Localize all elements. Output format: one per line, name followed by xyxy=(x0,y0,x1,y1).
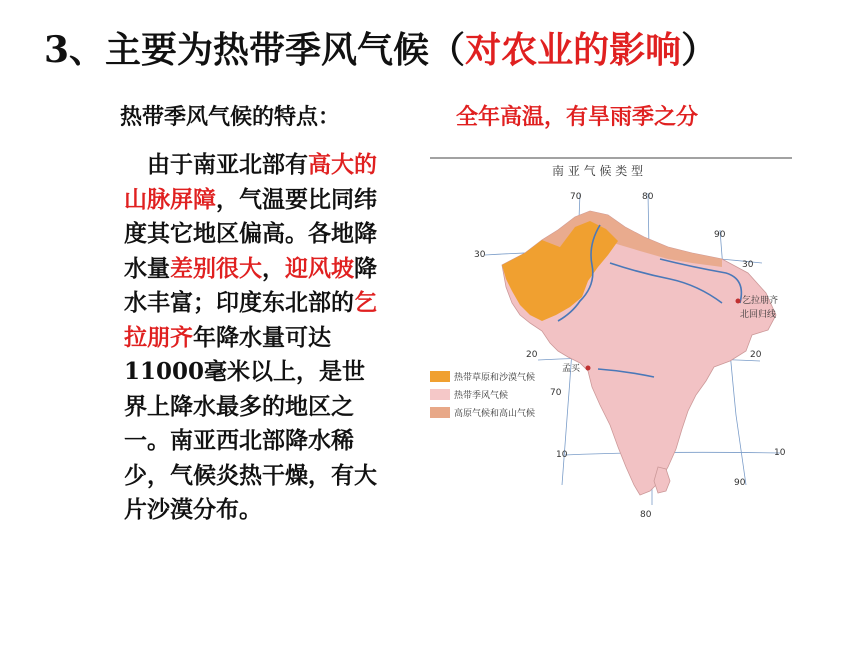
lon-label-80-top: 80 xyxy=(642,192,654,202)
text-run-6: 降水丰富；印度东北部的 xyxy=(124,254,377,316)
title-prefix: 3、主要为热带季风气候（ xyxy=(44,29,466,71)
cherrapunji-marker xyxy=(736,299,741,304)
map-title: 南 亚 气 候 类 型 xyxy=(552,164,644,178)
title-highlight: 对农业的影响 xyxy=(465,29,682,71)
place-cherrapunji: 乞拉朋齐 xyxy=(742,296,779,306)
map-svg xyxy=(430,155,792,523)
title-suffix: ） xyxy=(681,29,718,71)
south-asia-climate-map xyxy=(430,155,792,523)
text-run-5: 迎风坡 xyxy=(285,254,354,282)
lat-label-10-right: 10 xyxy=(774,448,786,458)
lat-label-30-left: 30 xyxy=(474,250,486,260)
climate-features-summary: 全年高温，有旱雨季之分 xyxy=(456,105,699,130)
legend-label-monsoon: 热带季风气候 xyxy=(454,391,509,401)
text-run-2: ，气温要比同纬度其它地区偏高。各地降水量 xyxy=(124,185,377,282)
legend-swatch-highland xyxy=(430,407,450,418)
climate-features-heading: 热带季风气候的特点： xyxy=(120,105,341,130)
slide-title xyxy=(44,22,717,73)
text-run-0: 由于南亚北部有 xyxy=(147,151,308,178)
legend-label-desert: 热带草原和沙漠气候 xyxy=(454,373,536,383)
legend-label-highland: 高原气候和高山气候 xyxy=(454,409,536,419)
map-legend xyxy=(430,371,535,419)
lon-label-80-bottom: 80 xyxy=(640,510,652,520)
lat-label-20-left: 20 xyxy=(526,350,538,360)
legend-swatch-desert xyxy=(430,371,450,382)
mumbai-marker xyxy=(586,366,591,371)
lon-label-70-bottom: 70 xyxy=(550,388,562,398)
lon-label-90-bottom: 90 xyxy=(734,478,746,488)
legend-swatch-monsoon xyxy=(430,389,450,400)
lat-label-30-right: 30 xyxy=(742,260,754,270)
text-run-4: ， xyxy=(262,254,285,282)
text-run-3: 差别很大 xyxy=(170,254,262,282)
place-mumbai: 孟买 xyxy=(562,364,581,374)
text-run-8: 年降水量可达11000毫米以上，是世界上降水最多的地区之一。南亚西北部降水稀少，气候炎热干燥，有大片沙漠分布。 xyxy=(124,323,377,523)
text-run-1: 高大的山脉屏障 xyxy=(124,151,377,213)
text-run-7: 乞拉朋齐 xyxy=(124,289,377,351)
lon-label-90-top: 90 xyxy=(714,230,726,240)
lat-label-20-right: 20 xyxy=(750,350,762,360)
lon-label-70-top: 70 xyxy=(570,192,582,202)
lat-label-10-left: 10 xyxy=(556,450,568,460)
place-tropic-of-cancer: 北回归线 xyxy=(740,310,777,320)
description-paragraph xyxy=(124,148,386,528)
